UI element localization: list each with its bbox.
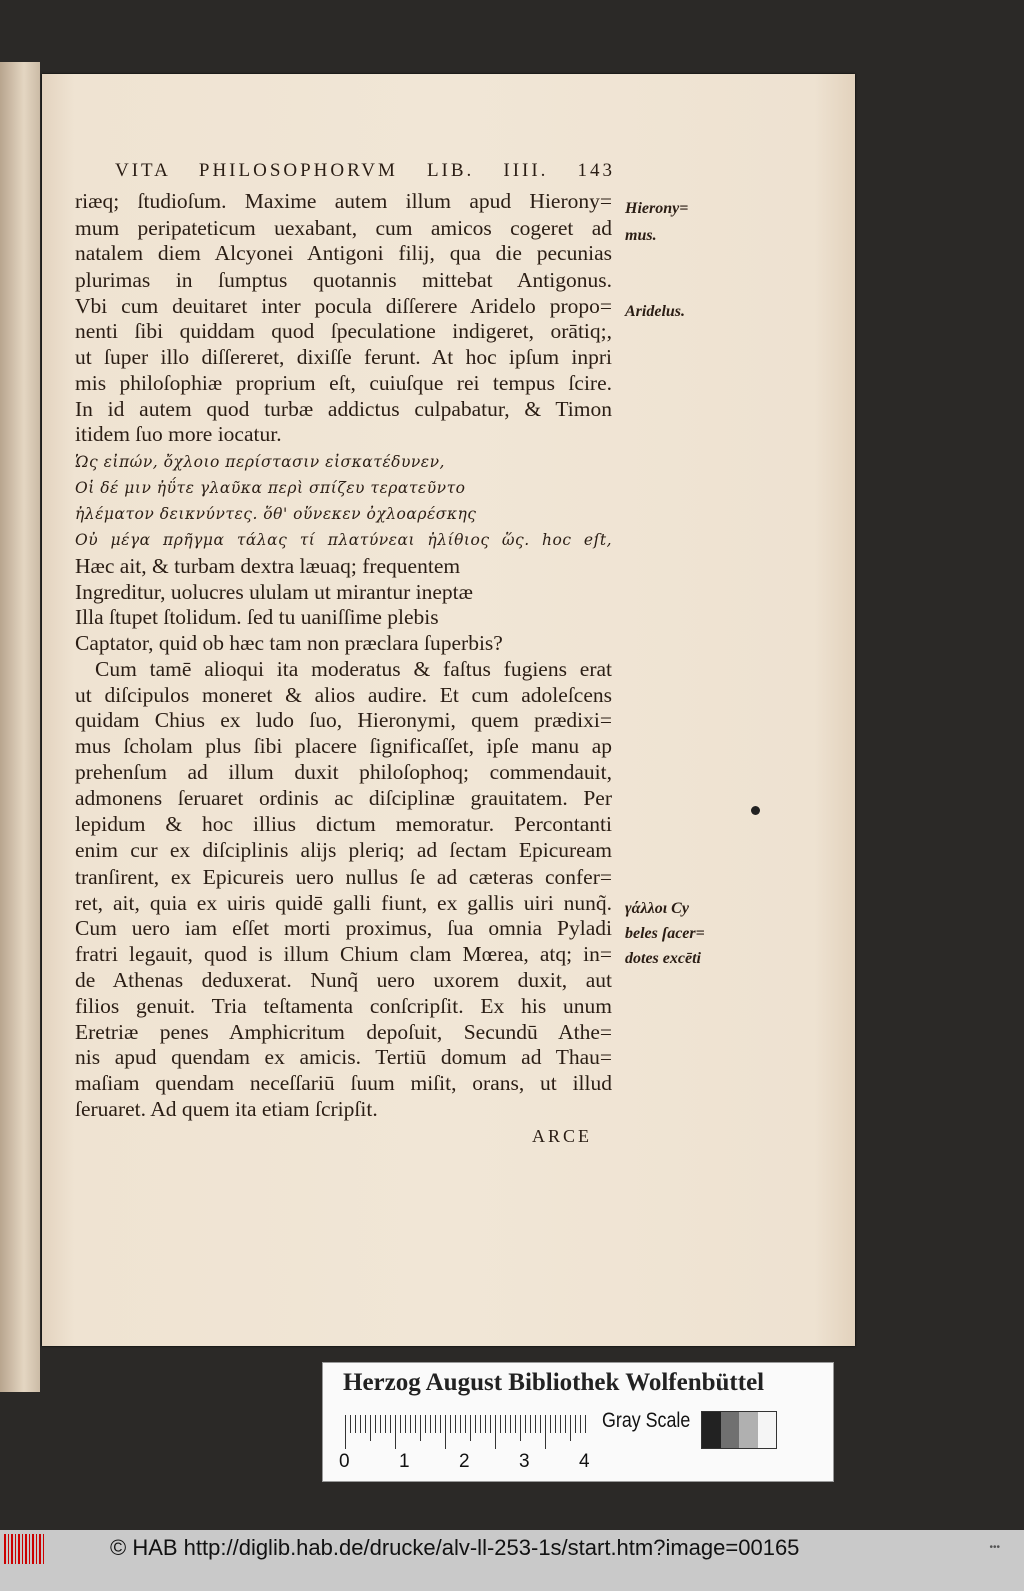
text-line: itidem ſuo more iocatur. [75,422,282,446]
text-line: lepidum & hoc illius dictum memoratur. Percontanti [75,812,612,836]
text-line: ſeruaret. Ad quem ita etiam ſcripſit. [75,1097,378,1121]
ruler-tick [505,1415,506,1433]
text-line: nenti ſibi quiddam quod ſpeculatione indigeret, orātiq;, [75,319,612,343]
ruler-tick [510,1415,511,1433]
ruler-tick [445,1415,446,1449]
text-line: Illa ſtupet ſtolidum. ſed tu uaniſſime plebis [75,605,439,629]
running-head-text: VITA PHILOSOPHORVM LIB. IIII. [115,160,549,181]
text-line: ut ſuper illo diſſereret, dixiſſe ferunt. At hoc ipſum inpri [75,345,612,369]
text-line: fratri legauit, quod is illum Chium clam Mœrea, atq; in= [75,942,612,966]
text-line: Cum tamē alioqui ita moderatus & faſtus fugiens erat [95,657,612,681]
gray-scale-label: Gray Scale [602,1409,691,1432]
ruler-tick [370,1415,371,1441]
text-line: Οἱ δέ μιν ἠΰτε γλαῦκα περὶ σπίζευ τερατεῦντο [75,479,466,497]
gray-patch [739,1412,758,1448]
color-calibration-card [322,1362,834,1482]
gray-scale-swatch [701,1411,777,1449]
marginal-note: γάλλοι Cy [625,900,689,917]
marginal-note: Hierony= [625,200,689,217]
ruler-tick [520,1415,521,1441]
ruler-tick [350,1415,351,1433]
text-line: Ὡς εἰπών, ὄχλοιο περίστασιν εἰσκατέδυνεν, [75,453,445,471]
ruler-tick [470,1415,471,1441]
running-head [115,160,615,182]
text-line: Cum uero iam eſſet morti proximus, ſua omnia Pyladi [75,916,612,940]
ruler-tick [455,1415,456,1433]
text-line: riæq; ſtudioſum. Maxime autem illum apud Hierony= [75,189,612,213]
text-line: ret, ait, quia ex uiris quidē galli fiunt, ex gallis uiri nunq̃. [75,891,612,915]
ruler-tick [440,1415,441,1433]
text-line: Ingreditur, uolucres ululam ut mirantur ineptæ [75,580,473,604]
more-menu-icon[interactable]: ••• [989,1542,1000,1553]
ruler-tick [565,1415,566,1433]
gray-patch [702,1412,721,1448]
ruler-tick [560,1415,561,1433]
ruler-tick [390,1415,391,1433]
text-line: tranſirent, ex Epicureis uero nullus ſe ad cæteras confer= [75,865,612,889]
text-line: mis philoſophiæ proprium eſt, cuiuſque rei tempus ſcire. [75,371,612,395]
text-line: natalem diem Alcyonei Antigoni filij, qua die pecunias [75,241,612,265]
ruler-tick [345,1415,346,1449]
ruler-tick [360,1415,361,1433]
text-line: admonens ſeruaret ordinis ac diſciplinæ grauitatem. Per [75,786,612,810]
ruler-tick [525,1415,526,1433]
ruler-tick [425,1415,426,1433]
marginal-note: Aridelus. [625,303,686,320]
ruler-tick [405,1415,406,1433]
text-line: prehenſum ad illum duxit philoſophoq; commendauit, [75,760,612,784]
scale-number: 3 [519,1451,530,1472]
text-line: Οὐ μέγα πρῆγμα τάλας τί πλατύνεαι ἠλίθιος ὥς. hoc eſt, [75,531,612,549]
scale-number: 0 [339,1451,350,1472]
ruler-tick [480,1415,481,1433]
ruler-tick [580,1415,581,1433]
ruler-tick [570,1415,571,1441]
ruler-tick [365,1415,366,1433]
ruler-tick [585,1415,586,1433]
scale-number: 2 [459,1451,470,1472]
ruler-tick [530,1415,531,1433]
catchword: ARCE [532,1126,593,1146]
ruler-tick [420,1415,421,1441]
text-line: quidam Chius ex ludo ſuo, Hieronymi, quem prædixi= [75,708,612,732]
text-line: mum peripateticum uexabant, cum amicos cogeret ad [75,216,612,240]
marginal-note: mus. [625,227,657,244]
marginal-note: dotes excēti [625,950,701,967]
text-line: enim cur ex diſciplinis alijs pleriq; ad ſectam Epicuream [75,838,612,862]
ruler-tick [355,1415,356,1433]
text-line: mus ſcholam plus ſibi placere ſignificaſſet, ipſe manu ap [75,734,612,758]
ruler-tick [380,1415,381,1433]
ruler-tick [460,1415,461,1433]
ruler-tick [555,1415,556,1433]
ruler-tick [410,1415,411,1433]
barcode-logo-icon [4,1534,46,1564]
ruler-tick [385,1415,386,1433]
ruler-tick [415,1415,416,1433]
scale-ruler [345,1415,590,1449]
text-line: Hæc ait, & turbam dextra læuaq; frequentem [75,554,461,578]
ruler-tick [500,1415,501,1433]
ruler-tick [430,1415,431,1433]
ruler-tick [515,1415,516,1433]
copyright-url[interactable]: © HAB http://diglib.hab.de/drucke/alv-ll-253-1s/start.htm?image=00165 [110,1535,800,1560]
ruler-tick [550,1415,551,1433]
text-line: ἠλέματον δεικνύντες. ὅθ' οὕνεκεν ὀχλοαρέσκης [75,505,477,523]
ruler-tick [485,1415,486,1433]
gray-patch [758,1412,777,1448]
marginal-note: beles ſacer= [625,925,705,942]
text-line: maſiam quendam neceſſariū ſuum miſit, orans, ut illud [75,1071,612,1095]
ruler-tick [545,1415,546,1449]
ruler-tick [375,1415,376,1433]
text-line: de Athenas deduxerat. Nunq̃ uero uxorem duxit, aut [75,968,612,992]
text-line: ut diſcipulos moneret & alios audire. Et cum adoleſcens [75,683,612,707]
ruler-tick [540,1415,541,1433]
ruler-tick [450,1415,451,1433]
scale-number: 4 [579,1451,590,1472]
ink-spot [751,806,760,815]
ruler-tick [400,1415,401,1433]
text-line: Eretriæ penes Amphicritum depoſuit, Secundū Athe= [75,1020,612,1044]
text-line: filios genuit. Tria teſtamenta conſcripſit. Ex his unum [75,994,612,1018]
folio-number: 143 [577,160,616,181]
ruler-tick [395,1415,396,1449]
text-line: nis apud quendam ex amicis. Tertiū domum ad Thau= [75,1045,612,1069]
ruler-tick [465,1415,466,1433]
ruler-tick [475,1415,476,1433]
viewer-footer [0,1530,1024,1591]
ruler-tick [435,1415,436,1433]
library-name: Herzog August Bibliothek Wolfenbüttel [343,1369,765,1396]
previous-page-edge [0,62,40,1392]
ruler-tick [575,1415,576,1433]
text-line: Captator, quid ob hæc tam non præclara ſuperbis? [75,631,503,655]
ruler-tick [535,1415,536,1433]
text-line: plurimas in ſumptus quotannis mittebat Antigonus. [75,268,612,292]
scale-number: 1 [399,1451,410,1472]
text-line: In id autem quod turbæ addictus culpabatur, & Timon [75,397,612,421]
ruler-tick [490,1415,491,1433]
text-line: Vbi cum deuitaret inter pocula diſſerere Aridelo propo= [75,294,612,318]
ruler-tick [495,1415,496,1449]
gray-patch [721,1412,740,1448]
